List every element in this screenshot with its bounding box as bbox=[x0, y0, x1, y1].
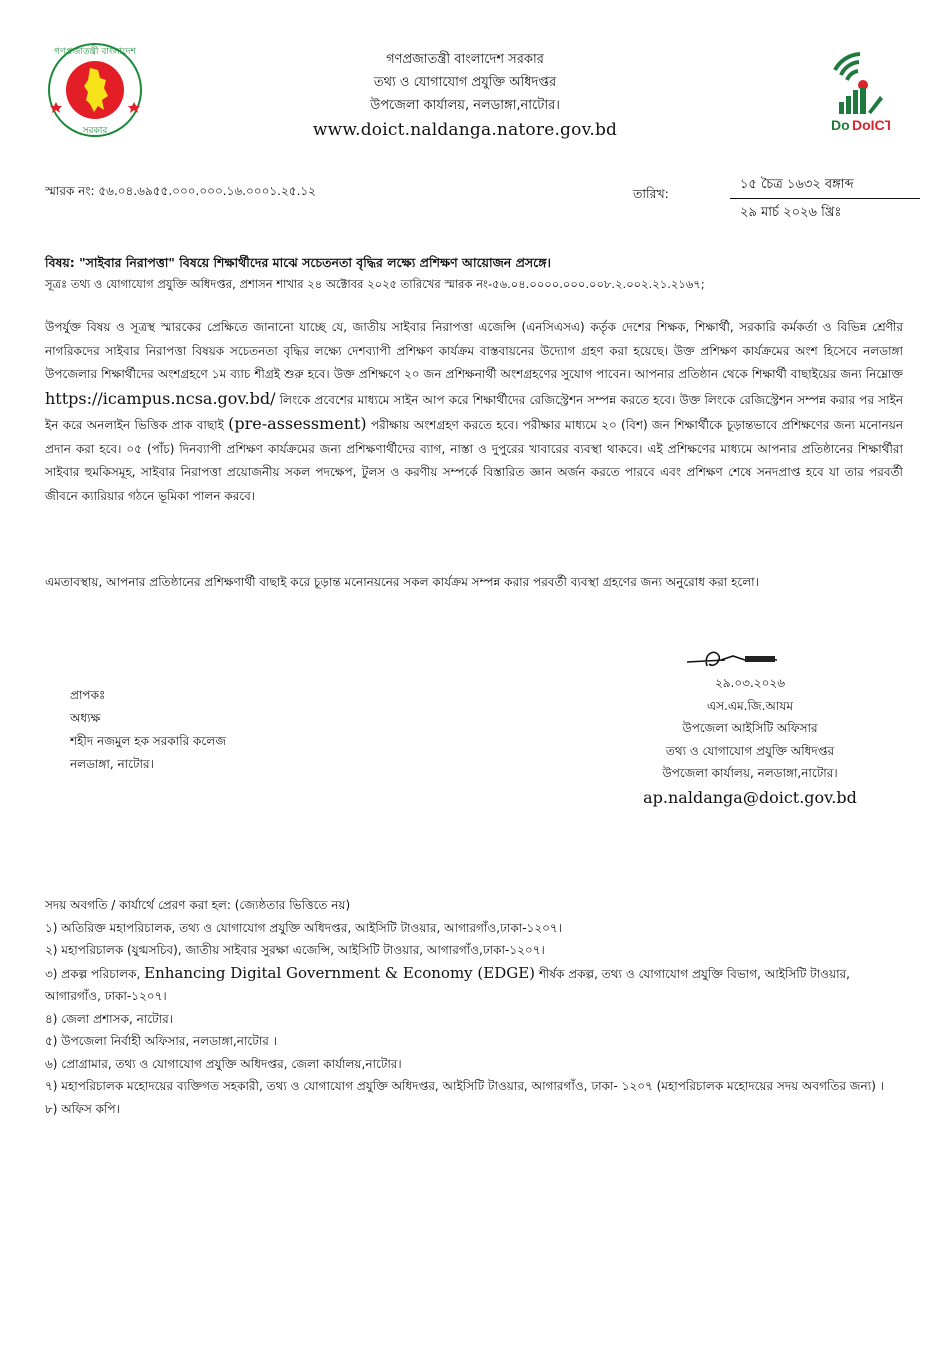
body-paragraph-1 bbox=[45, 316, 903, 508]
list-item-text: ৩) প্রকল্প পরিচালক, bbox=[45, 966, 145, 981]
list-item: ৬) প্রোগ্রামার, তথ্য ও যোগাযোগ প্রযুক্তি অধিদপ্তর, জেলা কার্যালয়,নাটোর। bbox=[45, 1056, 402, 1071]
bangladesh-government-seal-icon bbox=[40, 40, 150, 140]
signature-date: ২৯.০৩.২০২৬ bbox=[714, 676, 786, 690]
subject-line: বিষয়: "সাইবার নিরাপত্তা" বিষয়ে শিক্ষার্থীদের মাঝে সচেতনতা বৃদ্ধির লক্ষ্যে প্রশিক্ষণ আয়োজন প্রসঙ্গে। bbox=[45, 255, 551, 270]
date-label: তারিখ: bbox=[633, 186, 669, 201]
body-text: পরীক্ষায় অংশগ্রহণ করতে হবে। পরীক্ষার মাধ্যমে ২০ (বিশ) জন শিক্ষার্থীকে চূড়ান্তভাবে প্রশিক্ষণের জন্য মনোনয়ন প্রদান করা হবে। ০৫ (পাঁচ) দিনব্যাপী প্রশিক্ষণ কার্যক্রমের জন্য প্রশিক্ষণার্থীদের ব্যাগ, নাস্তা ও দুপুরের খাবারের ব্যবস্থা থাকবে। এই প্রশিক্ষণের মাধ্যমে আপনার প্রতিষ্ঠানের শিক্ষার্থীরা সাইবার হুমকিসমূহ, সাইবার নিরাপত্তা প্রয়োজনীয় সকল পদক্ষেপ, টুলস ও করণীয় সম্পর্কে বিস্তারিত জ্ঞান অর্জন করতে পারবে এবং প্রশিক্ষণ শেষে সনদপ্রাপ্ত হবে যা তার পরবর্তী জীবনে ক্যারিয়ার গঠনে ভূমিকা পালন করবে। bbox=[45, 418, 903, 503]
svg-text:Do: Do bbox=[831, 117, 850, 133]
letterhead bbox=[250, 48, 680, 143]
list-item: ২) মহাপরিচালক (যুগ্মসচিব), জাতীয় সাইবার সুরক্ষা এজেন্সি, আইসিটি টাওয়ার, আগারগাঁও,ঢাকা-১২০৭। bbox=[45, 943, 545, 957]
recipient-address: নলডাঙ্গা, নাটোর। bbox=[70, 757, 154, 771]
department-name: তথ্য ও যোগাযোগ প্রযুক্তি অধিদপ্তর bbox=[373, 75, 557, 90]
list-item bbox=[45, 962, 905, 1008]
recipient-block bbox=[70, 684, 226, 776]
signer-block bbox=[600, 672, 900, 811]
body-paragraph-2: এমতাবস্থায়, আপনার প্রতিষ্ঠানের প্রশিক্ষণার্থী বাছাই করে চূড়ান্ত মনোনয়নের সকল কার্যক্রম সম্পন্ন করার পরবর্তী ব্যবস্থা গ্রহণের জন্য অনুরোধ করা হলো। bbox=[45, 575, 759, 589]
svg-text:DoICT: DoICT bbox=[852, 117, 890, 133]
distribution-list bbox=[45, 894, 905, 1120]
signer-location: উপজেলা কার্যালয়, নলডাঙ্গা,নাটোর। bbox=[662, 766, 838, 780]
signer-email-link[interactable]: ap.naldanga@doict.gov.bd bbox=[643, 787, 857, 807]
date-bangla: ১৫ চৈত্র ১৬৩২ বঙ্গাব্দ bbox=[740, 177, 854, 192]
distribution-heading: সদয় অবগতি / কার্যার্থে প্রেরণ করা হল: (জ্যেষ্ঠতার ভিত্তিতে নয়) bbox=[45, 898, 351, 912]
signer-office: তথ্য ও যোগাযোগ প্রযুক্তি অধিদপ্তর bbox=[665, 743, 835, 758]
recipient-title: অধ্যক্ষ bbox=[70, 711, 101, 725]
signer-name: এস.এম.জি.আযম bbox=[706, 698, 794, 713]
signer-designation: উপজেলা আইসিটি অফিসার bbox=[682, 721, 818, 735]
recipient-institution: শহীদ নজমুল হক সরকারি কলেজ bbox=[70, 734, 226, 748]
doict-logo-icon bbox=[825, 50, 890, 135]
svg-text:গণপ্রজাতন্ত্রী বাংলাদেশ: গণপ্রজাতন্ত্রী বাংলাদেশ bbox=[54, 47, 136, 57]
handwritten-signature-icon bbox=[685, 646, 785, 672]
memo-number: স্মারক নং: ৫৬.০৪.৬৯৫৫.০০০.০০০.১৬.০০০১.২৫.১২ bbox=[45, 184, 316, 198]
date-gregorian: ২৯ মার্চ ২০২৬ খ্রিঃ bbox=[740, 205, 842, 220]
website-link[interactable]: www.doict.naldanga.natore.gov.bd bbox=[312, 120, 618, 140]
list-item: ৮) অফিস কপি। bbox=[45, 1101, 120, 1116]
list-item: ৪) জেলা প্রশাসক, নাটোর। bbox=[45, 1011, 173, 1026]
svg-text:সরকার: সরকার bbox=[82, 126, 108, 136]
reference-line: সূত্রঃ তথ্য ও যোগাযোগ প্রযুক্তি অধিদপ্তর, প্রশাসন শাখার ২৪ অক্টোবর ২০২৫ তারিখের স্মারক নং-৫৬.০৪.০০০০.০০০.০০৮.২.০০২.২১.২১৬৭; bbox=[45, 277, 705, 291]
government-name: গণপ্রজাতন্ত্রী বাংলাদেশ সরকার bbox=[386, 52, 544, 67]
date-divider bbox=[730, 198, 920, 199]
registration-link[interactable]: https://icampus.ncsa.gov.bd/ bbox=[45, 388, 276, 408]
pre-assessment-term: (pre-assessment) bbox=[228, 414, 367, 433]
body-text: উপর্যুক্ত বিষয় ও সূত্রস্থ স্মারকের প্রেক্ষিতে জানানো যাচ্ছে যে, জাতীয় সাইবার নিরাপত্তা এজেন্সি (এনসিএসএ) কর্তৃক দেশের শিক্ষক, শিক্ষার্থী, সরকারি কর্মকর্তা ও বিভিন্ন শ্রেণীর নাগরিকদের সাইবার নিরাপত্তা বিষয়ক সচেতনতা বৃদ্ধির লক্ষ্যে দেশব্যাপী প্রশিক্ষণ কার্যক্রম বাস্তবায়নের উদ্যোগ গ্রহণ করা হয়েছে। উক্ত প্রশিক্ষণ কার্যক্রমের অংশ হিসেবে নলডাঙ্গা উপজেলার শিক্ষার্থীদের অংশগ্রহণে ১ম ব্যাচ শীগ্রই শুরু হবে। উক্ত প্রশিক্ষণে ২০ জন প্রশিক্ষনার্থী অংশগ্রহণের সুযোগ পাবেন। আপনার প্রতিষ্ঠান থেকে শিক্ষার্থী বাছাইয়ের জন্য নিম্নোক্ত bbox=[45, 320, 903, 381]
date-block bbox=[730, 174, 920, 223]
project-name: Enhancing Digital Government & Economy (EDGE) bbox=[144, 963, 536, 982]
list-item: ৭) মহাপরিচালক মহোদয়ের ব্যক্তিগত সহকারী, তথ্য ও যোগাযোগ প্রযুক্তি অধিদপ্তর, আইসিটি টাওয়ার, আগারগাঁও, ঢাকা- ১২০৭ (মহাপরিচালক মহোদয়ের সদয় অবগতির জন্য) । bbox=[45, 1079, 884, 1093]
recipient-label: প্রাপকঃ bbox=[70, 688, 106, 702]
list-item: ১) অতিরিক্ত মহাপরিচালক, তথ্য ও যোগাযোগ প্রযুক্তি অধিদপ্তর, আইসিটি টাওয়ার, আগারগাঁও,ঢাকা-১২০৭। bbox=[45, 920, 563, 935]
office-location: উপজেলা কার্যালয়, নলডাঙ্গা,নাটোর। bbox=[370, 98, 560, 113]
list-item-text: শীর্ষক প্রকল্প, তথ্য ও যোগাযোগ প্রযুক্তি বিভাগ, আইসিটি টাওয়ার, আগারগাঁও, ঢাকা-১২০৭। bbox=[45, 966, 850, 1003]
list-item: ৫) উপজেলা নির্বাহী অফিসার, নলডাঙ্গা,নাটোর । bbox=[45, 1034, 277, 1048]
body-text: লিংকে প্রবেশের মাধ্যমে সাইন আপ করে শিক্ষার্থীদের রেজিস্ট্রেশন সম্পন্ন করতে হবে। উক্ত লিংকে রেজিস্ট্রেশন সম্পন্ন করার পর সাইন ইন করে অনলাইন ভিত্তিক প্রাক বাছাই bbox=[45, 392, 903, 432]
